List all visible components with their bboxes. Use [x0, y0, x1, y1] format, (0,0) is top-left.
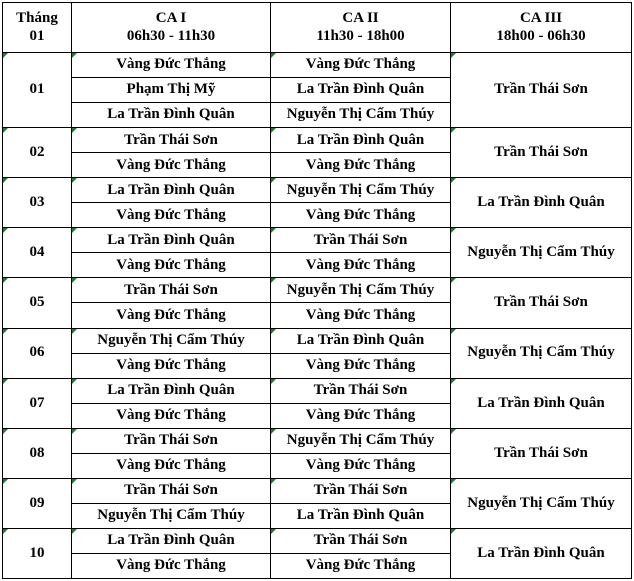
ca2-cell: Trần Thái Sơn: [271, 528, 451, 553]
ca3-cell: La Trần Đình Quân: [451, 178, 632, 228]
ca3-cell: Nguyễn Thị Cẩm Thúy: [451, 228, 632, 278]
ca3-cell: Trần Thái Sơn: [451, 128, 632, 178]
table-row: [3, 53, 632, 78]
day-cell: 02: [3, 128, 72, 178]
ca2-cell: Trần Thái Sơn: [271, 378, 451, 403]
ca1-cell: Trần Thái Sơn: [72, 128, 271, 153]
ca1-cell: Vàng Đức Thắng: [72, 253, 271, 278]
day-cell: 03: [3, 178, 72, 228]
ca1-cell: La Trần Đình Quân: [72, 228, 271, 253]
ca2-cell: Vàng Đức Thắng: [271, 253, 451, 278]
ca2-cell: Vàng Đức Thắng: [271, 53, 451, 78]
ca1-cell: Nguyễn Thị Cẩm Thúy: [72, 328, 271, 353]
ca1-cell: Vàng Đức Thắng: [72, 53, 271, 78]
ca2-cell: Nguyễn Thị Cẩm Thúy: [271, 103, 451, 128]
ca1-cell: Vàng Đức Thắng: [72, 303, 271, 328]
ca1-cell: Phạm Thị Mỹ: [72, 78, 271, 103]
table-row: [3, 378, 632, 403]
month-value: 01: [29, 27, 45, 44]
month-header: [3, 3, 72, 53]
ca2-cell: La Trần Đình Quân: [271, 78, 451, 103]
ca2-cell: Vàng Đức Thắng: [271, 453, 451, 478]
ca1-cell: La Trần Đình Quân: [72, 378, 271, 403]
day-cell: 01: [3, 53, 72, 128]
ca2-cell: La Trần Đình Quân: [271, 503, 451, 528]
ca2-cell: Trần Thái Sơn: [271, 478, 451, 503]
month-label: Tháng: [16, 10, 58, 27]
ca3-cell: Trần Thái Sơn: [451, 428, 632, 478]
ca1-cell: Trần Thái Sơn: [72, 478, 271, 503]
day-cell: 09: [3, 478, 72, 528]
ca2-cell: Vàng Đức Thắng: [271, 353, 451, 378]
shift-header-3: [451, 3, 632, 53]
table-row: [3, 478, 632, 503]
ca3-cell: Nguyễn Thị Cẩm Thúy: [451, 478, 632, 528]
day-cell: 08: [3, 428, 72, 478]
ca2-cell: Nguyễn Thị Cẩm Thúy: [271, 278, 451, 303]
ca1-cell: La Trần Đình Quân: [72, 103, 271, 128]
ca2-cell: Trần Thái Sơn: [271, 228, 451, 253]
shift-header-2: [271, 3, 451, 53]
shift-time: 11h30 - 18h00: [316, 27, 405, 44]
shift-name: CA I: [155, 10, 187, 27]
shift-schedule-table: [2, 2, 632, 579]
ca2-cell: Vàng Đức Thắng: [271, 303, 451, 328]
shift-name: CA II: [342, 10, 379, 27]
ca2-cell: La Trần Đình Quân: [271, 128, 451, 153]
ca1-cell: Nguyễn Thị Cẩm Thúy: [72, 503, 271, 528]
ca1-cell: Vàng Đức Thắng: [72, 153, 271, 178]
ca1-cell: Trần Thái Sơn: [72, 428, 271, 453]
day-cell: 10: [3, 528, 72, 578]
ca3-cell: La Trần Đình Quân: [451, 378, 632, 428]
ca1-cell: Vàng Đức Thắng: [72, 203, 271, 228]
shift-header-1: [72, 3, 271, 53]
table-row: [3, 228, 632, 253]
day-cell: 06: [3, 328, 72, 378]
day-cell: 05: [3, 278, 72, 328]
ca3-cell: Trần Thái Sơn: [451, 278, 632, 328]
shift-time: 18h00 - 06h30: [496, 27, 586, 44]
ca2-cell: Nguyễn Thị Cẩm Thúy: [271, 428, 451, 453]
table-row: [3, 128, 632, 153]
ca1-cell: Vàng Đức Thắng: [72, 453, 271, 478]
ca3-cell: La Trần Đình Quân: [451, 528, 632, 578]
ca2-cell: La Trần Đình Quân: [271, 328, 451, 353]
table-row: [3, 428, 632, 453]
shift-name: CA III: [519, 10, 563, 27]
ca3-cell: Nguyễn Thị Cẩm Thúy: [451, 328, 632, 378]
ca1-cell: Vàng Đức Thắng: [72, 403, 271, 428]
day-cell: 04: [3, 228, 72, 278]
ca1-cell: Trần Thái Sơn: [72, 278, 271, 303]
shift-time: 06h30 - 11h30: [126, 27, 216, 44]
table-row: [3, 528, 632, 553]
table-row: [3, 328, 632, 353]
ca3-cell: Trần Thái Sơn: [451, 53, 632, 128]
ca2-cell: Vàng Đức Thắng: [271, 153, 451, 178]
table-row: [3, 178, 632, 203]
ca1-cell: Vàng Đức Thắng: [72, 353, 271, 378]
ca2-cell: Vàng Đức Thắng: [271, 403, 451, 428]
header-row: [3, 3, 632, 53]
day-cell: 07: [3, 378, 72, 428]
ca2-cell: Nguyễn Thị Cẩm Thúy: [271, 178, 451, 203]
table-row: [3, 278, 632, 303]
ca2-cell: Vàng Đức Thắng: [271, 203, 451, 228]
ca1-cell: Vàng Đức Thắng: [72, 553, 271, 578]
ca1-cell: La Trần Đình Quân: [72, 178, 271, 203]
ca2-cell: Vàng Đức Thắng: [271, 553, 451, 578]
ca1-cell: La Trần Đình Quân: [72, 528, 271, 553]
